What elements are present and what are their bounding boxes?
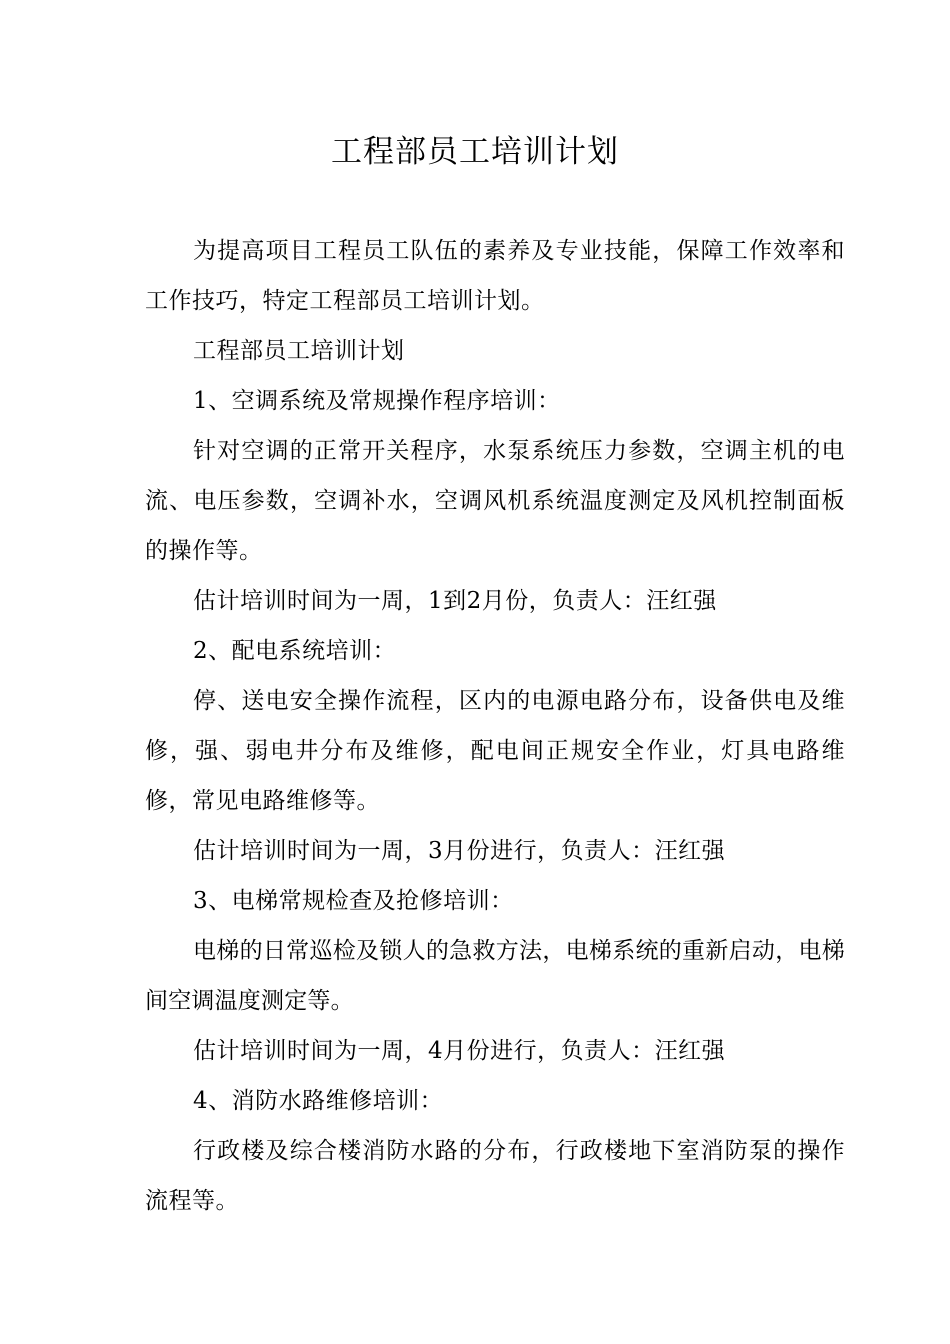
section-3-content: 电梯的日常巡检及锁人的急救方法，电梯系统的重新启动，电梯间空调温度测定等。 [145,938,845,1014]
document-title: 工程部员工培训计划 [331,134,619,170]
section-1-heading: 1、空调系统及常规操作程序培训： [193,388,561,414]
section-2-content: 停、送电安全操作流程，区内的电源电路分布，设备供电及维修，强、弱电井分布及维修，配电间正规安全作业，灯具电路维修，常见电路维修等。 [145,688,845,814]
document-body [145,226,845,1226]
plan-subtitle: 工程部员工培训计划 [193,338,405,364]
section-4-content: 行政楼及综合楼消防水路的分布，行政楼地下室消防泵的操作流程等。 [145,1138,845,1214]
section-3-heading: 3、电梯常规检查及抢修培训： [193,888,514,914]
section-2-heading: 2、配电系统培训： [193,638,397,664]
section-1-content: 针对空调的正常开关程序，水泵系统压力参数，空调主机的电流、电压参数，空调补水，空调风机系统温度测定及风机控制面板的操作等。 [145,438,845,564]
section-3-schedule: 估计培训时间为一周，4月份进行，负责人：汪红强 [193,1038,726,1064]
section-1-schedule: 估计培训时间为一周，1到2月份，负责人：汪红强 [193,588,717,614]
section-2-schedule: 估计培训时间为一周，3月份进行，负责人：汪红强 [193,838,726,864]
intro-paragraph: 为提高项目工程员工队伍的素养及专业技能，保障工作效率和工作技巧，特定工程部员工培训计划。 [145,238,845,314]
section-4-heading: 4、消防水路维修培训： [193,1088,444,1114]
